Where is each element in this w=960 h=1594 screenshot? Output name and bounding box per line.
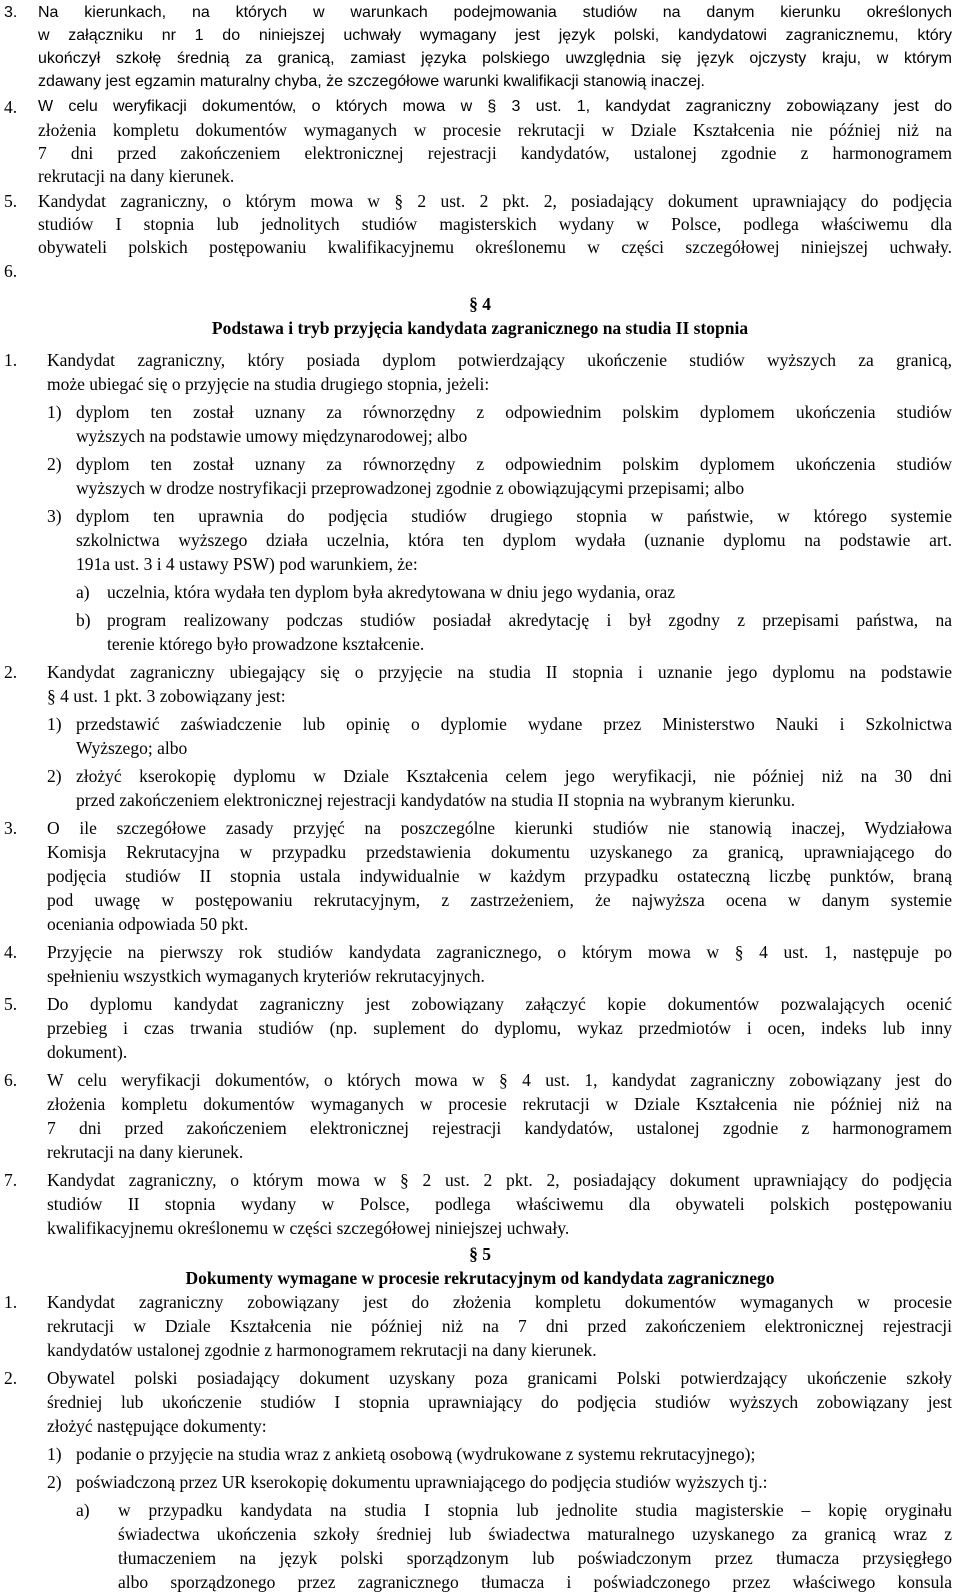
text-line: w przypadku kandydata na studia I stopnia lub jednolite studia magisterskie – kopię oryginału bbox=[118, 1500, 952, 1520]
text-line: w załączniku nr 1 do niniejszej uchwały wymagany jest język polski, kandydatowi zagranicznemu, który bbox=[38, 27, 952, 44]
text-line: rekrutacji w Dziale Kształcenia nie później niż na 7 dni przed zakończeniem elektronicznej rejestracji bbox=[47, 1316, 952, 1336]
list-number: a) bbox=[76, 582, 90, 602]
section-heading: Dokumenty wymagane w procesie rekrutacyjnym od kandydata zagranicznego bbox=[185, 1268, 775, 1288]
text-line: dokument). bbox=[47, 1042, 128, 1062]
text-line: świadectwa ukończenia szkoły średniej lub świadectwa maturalnego uzyskanego za granicą wraz z bbox=[118, 1524, 952, 1544]
text-line: przedstawić zaświadczenie lub opinię o dyplomie wydane przez Ministerstwo Nauki i Szkolnictwa bbox=[76, 714, 952, 734]
text-line: § 4 ust. 1 pkt. 3 zobowiązany jest: bbox=[47, 686, 286, 706]
text-line: Kandydat zagraniczny, który posiada dyplom potwierdzający ukończenie studiów wyższych za granicą, bbox=[47, 350, 952, 370]
text-line: złożenia kompletu dokumentów wymaganych w procesie rekrutacji w Dziale Kształcenia nie później niż na bbox=[38, 120, 952, 140]
text-line: podanie o przyjęcie na studia wraz z ankietą osobową (wydrukowane z systemu rekrutacyjnego); bbox=[76, 1444, 756, 1464]
list-number: 1) bbox=[47, 402, 62, 422]
text-line: ukończył szkołę średnią za granicą, zamiast języka polskiego uwzględnia się język ojczysty kraju, w którym bbox=[38, 50, 952, 67]
text-line: W celu weryfikacji dokumentów, o których mowa w § 3 ust. 1, kandydat zagraniczny zobowiązany jest do bbox=[38, 98, 952, 115]
text-line: Kandydat zagraniczny, o którym mowa w § 2 ust. 2 pkt. 2, posiadający dokument uprawniający do podjęcia bbox=[38, 191, 952, 211]
text-line: terenie którego było prowadzone kształcenie. bbox=[107, 634, 425, 654]
list-number: 2. bbox=[4, 662, 18, 682]
text-line: Kandydat zagraniczny zobowiązany jest do złożenia kompletu dokumentów wymaganych w procesie bbox=[47, 1292, 952, 1312]
text-line: W celu weryfikacji dokumentów, o których mowa w § 4 ust. 1, kandydat zagraniczny zobowiązany jest do bbox=[47, 1070, 952, 1090]
text-line: dyplom ten uprawnia do podjęcia studiów drugiego stopnia w państwie, w którego systemie bbox=[76, 506, 952, 526]
text-line: uczelnia, która wydała ten dyplom była akredytowana w dniu jego wydania, oraz bbox=[107, 582, 676, 602]
list-number: 2) bbox=[47, 766, 62, 786]
list-number: 5. bbox=[4, 191, 18, 211]
list-number: 3. bbox=[4, 4, 18, 21]
list-number: 2) bbox=[47, 454, 62, 474]
text-line: oceniania odpowiada 50 pkt. bbox=[47, 914, 249, 934]
text-line: pod uwagę w postępowaniu rekrutacyjnym, z zastrzeżeniem, że najwyższa ocena w danym systemie bbox=[47, 890, 952, 910]
text-line: podjęcia studiów II stopnia ustala indywidualnie w każdym przypadku ostateczną liczbę punktów, braną bbox=[47, 866, 952, 886]
text-line: dyplom ten został uznany za równorzędny z odpowiednim polskim dyplomem ukończenia studiów bbox=[76, 454, 952, 474]
text-line: studiów II stopnia wydany w Polsce, podlega właściwemu dla obywateli polskich postępowaniu bbox=[47, 1194, 952, 1214]
text-line: kandydatów ustalonej zgodnie z harmonogramem rekrutacji na dany kierunek. bbox=[47, 1340, 597, 1360]
text-line: rekrutacji na dany kierunek. bbox=[38, 166, 235, 186]
text-line: złożyć następujące dokumenty: bbox=[47, 1416, 267, 1436]
text-line: wyższych w drodze nostryfikacji przeprowadzonej zgodnie z obowiązującymi przepisami; albo bbox=[76, 478, 745, 498]
text-line: przebieg i czas trwania studiów (np. suplement do dyplomu, wykaz przedmiotów i ocen, indeks lub inny bbox=[47, 1018, 952, 1038]
list-number: 1) bbox=[47, 1444, 62, 1464]
text-line: dyplom ten został uznany za równorzędny z odpowiednim polskim dyplomem ukończenia studiów bbox=[76, 402, 952, 422]
text-line: Obywatel polski posiadający dokument uzyskany poza granicami Polski potwierdzający ukończenie szkoły bbox=[47, 1368, 952, 1388]
text-line: Kandydat zagraniczny, o którym mowa w § 2 ust. 2 pkt. 2, posiadający dokument uprawniający do podjęcia bbox=[47, 1170, 952, 1190]
text-line: spełnieniu wszystkich wymaganych kryteriów rekrutacyjnych. bbox=[47, 966, 485, 986]
text-line: zdawany jest egzamin maturalny chyba, że szczegółowe warunki kwalifikacji stanowią inaczej. bbox=[38, 73, 705, 90]
list-number: 1. bbox=[4, 350, 18, 370]
text-line: albo sporządzonego przez zagranicznego tłumacza i poświadczonego przez właściwego konsula bbox=[118, 1572, 952, 1592]
text-line: Do dyplomu kandydat zagraniczny jest zobowiązany załączyć kopie dokumentów pozwalających ocenić bbox=[47, 994, 952, 1014]
text-line: przed zakończeniem elektronicznej rejestracji kandydatów na studia II stopnia na wybranym kierunku. bbox=[76, 790, 796, 810]
text-line: wyższych na podstawie umowy międzynarodowej; albo bbox=[76, 426, 468, 446]
text-line: program realizowany podczas studiów posiadał akredytację i był zgodny z przepisami państwa, na bbox=[107, 610, 952, 630]
list-number: a) bbox=[76, 1500, 90, 1520]
text-line: 191a ust. 3 i 4 ustawy PSW) pod warunkiem, że: bbox=[76, 554, 418, 574]
text-line: O ile szczegółowe zasady przyjęć na poszczególne kierunki studiów nie stanowią inaczej, Wydziałowa bbox=[47, 818, 952, 838]
text-line: obywateli polskich postępowaniu kwalifikacyjnemu określonemu w części szczegółowej niniejszej uchwały. bbox=[38, 237, 952, 257]
section-heading: § 4 bbox=[469, 294, 491, 314]
text-line: Komisja Rekrutacyjna w przypadku przedstawienia dokumentu uzyskanego za granicą, uprawniającego do bbox=[47, 842, 952, 862]
list-number: 1. bbox=[4, 1292, 18, 1312]
text-line: złożyć kserokopię dyplomu w Dziale Kształcenia celem jego weryfikacji, nie później niż na 30 dni bbox=[76, 766, 952, 786]
list-number: 3) bbox=[47, 506, 62, 526]
section-heading: Podstawa i tryb przyjęcia kandydata zagranicznego na studia II stopnia bbox=[211, 318, 749, 338]
text-line: może ubiegać się o przyjęcie na studia drugiego stopnia, jeżeli: bbox=[47, 374, 490, 394]
text-line: poświadczoną przez UR kserokopię dokumentu uprawniającego do podjęcia studiów wyższych tj.: bbox=[76, 1472, 768, 1492]
list-number: 6. bbox=[4, 261, 18, 281]
list-number: 3. bbox=[4, 818, 18, 838]
text-line: studiów I stopnia lub jednolitych studiów magisterskich wydany w Polsce, podlega właściwemu dla bbox=[38, 214, 952, 234]
list-number: 2. bbox=[4, 1368, 18, 1388]
list-number: 1) bbox=[47, 714, 62, 734]
text-line: Przyjęcie na pierwszy rok studiów kandydata zagranicznego, o którym mowa w § 4 ust. 1, następuje po bbox=[47, 942, 952, 962]
list-number: 7. bbox=[4, 1170, 18, 1190]
text-line: 7 dni przed zakończeniem elektronicznej rejestracji kandydatów, ustalonej zgodnie z harmonogramem bbox=[38, 143, 952, 163]
text-line: Kandydat zagraniczny ubiegający się o przyjęcie na studia II stopnia i uznanie jego dyplomu na podstawie bbox=[47, 662, 952, 682]
list-number: b) bbox=[76, 610, 91, 630]
text-line: złożenia kompletu dokumentów wymaganych w procesie rekrutacji w Dziale Kształcenia nie później niż na bbox=[47, 1094, 952, 1114]
text-line: tłumaczeniem na język polski sporządzonym lub poświadczonym przez tłumacza przysięgłego bbox=[118, 1548, 952, 1568]
text-line: średniej lub ukończenie studiów I stopnia uprawniający do podjęcia studiów wyższych zobowiązany jest bbox=[47, 1392, 952, 1412]
text-line: Na kierunkach, na których w warunkach podejmowania studiów na danym kierunku określonych bbox=[38, 4, 952, 21]
text-line: szkolnictwa wyższego działa uczelnia, która ten dyplom wydała (uznanie dyplomu na podstawie art. bbox=[76, 530, 952, 550]
list-number: 5. bbox=[4, 994, 18, 1014]
list-number: 4. bbox=[4, 97, 18, 117]
list-number: 4. bbox=[4, 942, 18, 962]
list-number: 2) bbox=[47, 1472, 62, 1492]
text-line: 7 dni przed zakończeniem elektronicznej rejestracji kandydatów, ustalonej zgodnie z harmonogramem bbox=[47, 1118, 952, 1138]
text-line: rekrutacji na dany kierunek. bbox=[47, 1142, 244, 1162]
text-line: Wyższego; albo bbox=[76, 738, 188, 758]
section-heading: § 5 bbox=[469, 1244, 491, 1264]
text-line: kwalifikacyjnemu określonemu w części szczegółowej niniejszej uchwały. bbox=[47, 1218, 570, 1238]
list-number: 6. bbox=[4, 1070, 18, 1090]
